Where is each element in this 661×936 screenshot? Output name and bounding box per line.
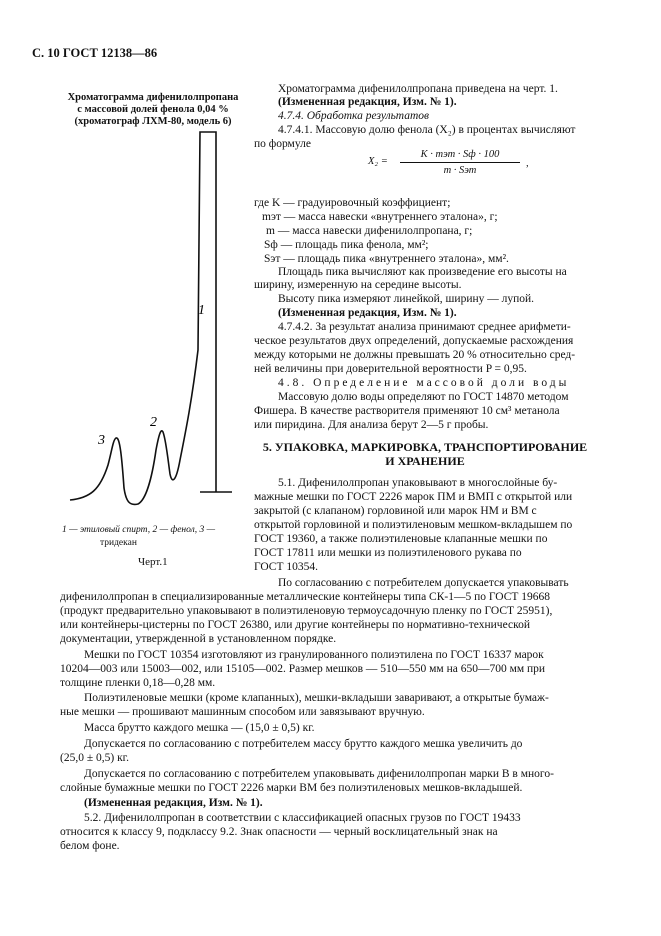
text-line: 5.2. Дифенилолпропан в соответствии с классификацией опасных грузов по ГОСТ 19433 <box>84 812 521 824</box>
amendment-note: (Измененная редакция, Изм. № 1). <box>84 797 263 809</box>
text-line: По согласованию с потребителем допускается упаковывать <box>278 577 569 589</box>
text-line: Полиэтиленовые мешки (кроме клапанных), мешки-вкладыши заваривают, а открытые бумаж- <box>84 692 549 704</box>
paragraph-mass <box>60 721 596 735</box>
formula-denominator: m · Sэт <box>443 165 477 176</box>
text-line: Площадь пика вычисляют как произведение его высоты на <box>278 266 567 278</box>
text-line: Хроматограмма дифенилолпропана приведена на черт. 1. <box>278 83 558 95</box>
formula-comma: , <box>526 158 529 169</box>
section-title-line-2: И ХРАНЕНИЕ <box>385 454 465 468</box>
section-title <box>254 440 596 468</box>
amendment-note: (Измененная редакция, Изм. № 1). <box>278 307 457 319</box>
text-line: Допускается по согласованию с потребителем массу брутто каждого мешка увеличить до <box>84 738 523 750</box>
paragraph-5-2 <box>60 811 596 853</box>
figure-legend <box>62 524 242 550</box>
amendment-note-3 <box>60 796 596 810</box>
right-column-cont <box>254 404 596 432</box>
definition-item: mэт — масса навески «внутреннего эталона», г; <box>262 211 498 223</box>
text-line: мажные мешки по ГОСТ 2226 марок ПМ и ВМП с открытой или <box>254 491 573 503</box>
text-line: ческое результатов двух определений, допускаемые расхождения <box>254 335 574 347</box>
text-line: 4.7.4.2. За результат анализа принимают среднее арифмети- <box>278 321 571 333</box>
text-line: открытой горловиной и полиэтиленовым мешком-вкладышем по <box>254 519 573 531</box>
caption-line-2: с массовой долей фенола 0,04 % <box>77 104 229 115</box>
legend-line-2: тридекан <box>100 538 137 548</box>
figure-number: Черт.1 <box>138 556 168 568</box>
text-line: ГОСТ 17811 или мешки из полиэтиленового рукава по <box>254 547 522 559</box>
page-header: С. 10 ГОСТ 12138—86 <box>32 46 158 60</box>
definition-intro: где K — градуировочный коэффициент; <box>254 197 451 209</box>
text-line: 10204—003 или 15003—002, или 15105—002. Размер мешков — 510—550 мм на 650—700 мм при <box>60 663 546 675</box>
text-line: Масса брутто каждого мешка — (15,0 ± 0,5) кг. <box>84 722 315 734</box>
subsection-title: 4.7.4. Обработка результатов <box>278 110 429 122</box>
text-line: между которыми не должны превышать 20 % относительно сред- <box>254 349 576 361</box>
peak-label-3: 3 <box>98 433 105 448</box>
text-line: Массовую долю воды определяют по ГОСТ 14870 методом <box>278 391 569 403</box>
caption-line-3: (хроматограф ЛХМ-80, модель 6) <box>74 116 232 127</box>
text-line: дифенилолпропан в специализированные металлические контейнеры типа СК-1—5 по ГОСТ 19668 <box>60 591 551 603</box>
text-line: ГОСТ 10354. <box>254 561 319 573</box>
text-line: по формуле <box>254 138 311 150</box>
text-line: белом фоне. <box>60 840 120 852</box>
formula-numerator: K · mэт · Sф · 100 <box>400 148 520 163</box>
text-line: 5.1. Дифенилолпропан упаковывают в многослойные бу- <box>278 477 558 489</box>
peak-label-1: 1 <box>198 303 205 318</box>
text-line: (продукт предварительно упаковывают в полиэтиленовую термоусадочную пленку по ГОСТ 25951), <box>60 605 553 617</box>
section-title-line-1: 5. УПАКОВКА, МАРКИРОВКА, ТРАНСПОРТИРОВАНИЕ <box>262 440 588 454</box>
chromatogram-trace <box>70 132 216 504</box>
text-line: ГОСТ 19360, а также полиэтиленовые клапанные мешки по <box>254 533 548 545</box>
text-line: 4.7.4.1. Массовую долю фенола (X₂) в процентах вычисляют <box>278 124 576 136</box>
text-line: Мешки по ГОСТ 10354 изготовляют из гранулированного полиэтилена по ГОСТ 16337 марок <box>84 649 544 661</box>
text-line: ные мешки — прошивают машинным способом или завязывают вручную. <box>60 706 425 718</box>
paragraph-increase <box>60 737 596 765</box>
text-line: ней величины при доверительной вероятности P = 0,95. <box>254 363 527 375</box>
text-line: закрытой (с клапаном) горловиной или марок НМ и ВМ с <box>254 505 537 517</box>
right-column <box>254 82 596 402</box>
chromatogram <box>60 120 260 520</box>
paragraph-grade-b <box>60 767 596 795</box>
amendment-note: (Измененная редакция, Изм. № 1). <box>278 96 457 108</box>
peak-label-2: 2 <box>150 415 157 430</box>
definition-item: m — масса навески дифенилолпропана, г; <box>266 225 473 237</box>
paragraph-poly <box>60 691 596 719</box>
text-line: ширину, измеренную на середине высоты. <box>254 279 462 291</box>
text-line: относится к классу 9, подклассу 9.2. Знак опасности — черный восклицательный знак на <box>60 826 498 838</box>
paragraph-agreement <box>60 576 596 646</box>
definition-item: Sэт — площадь пика «внутреннего эталона», мм². <box>264 253 509 265</box>
definition-item: Sф — площадь пика фенола, мм²; <box>264 239 429 251</box>
text-line: (25,0 ± 0,5) кг. <box>60 752 129 764</box>
text-line: Фишера. В качестве растворителя применяют 10 см³ метанола <box>254 405 560 417</box>
legend-line-1: 1 — этиловый спирт, 2 — фенол, 3 — <box>62 525 216 535</box>
formula-lhs: X₂ = <box>368 156 388 167</box>
text-line: или контейнеры-цистерны по ГОСТ 26380, или другие контейнеры по нормативно-технической <box>60 619 530 631</box>
subsection-title: 4.8. Определение массовой доли воды <box>278 377 570 389</box>
paragraph-bags <box>60 648 596 690</box>
caption-line-1: Хроматограмма дифенилолпропана <box>67 92 239 103</box>
text-line: слойные бумажные мешки по ГОСТ 2226 марки ВМ без полиэтиленовых мешков-вкладышей. <box>60 782 523 794</box>
text-line: толщине пленки 0,18—0,28 мм. <box>60 677 216 689</box>
text-line: документации, утвержденной в установленном порядке. <box>60 633 337 645</box>
text-line: Высоту пика измеряют линейкой, ширину — лупой. <box>278 293 535 305</box>
paragraph-5-1 <box>254 476 596 574</box>
text-line: Допускается по согласованию с потребителем упаковывать дифенилолпропан марки В в много- <box>84 768 554 780</box>
text-line: или пиридина. Для анализа берут 2—5 г пробы. <box>254 419 489 431</box>
